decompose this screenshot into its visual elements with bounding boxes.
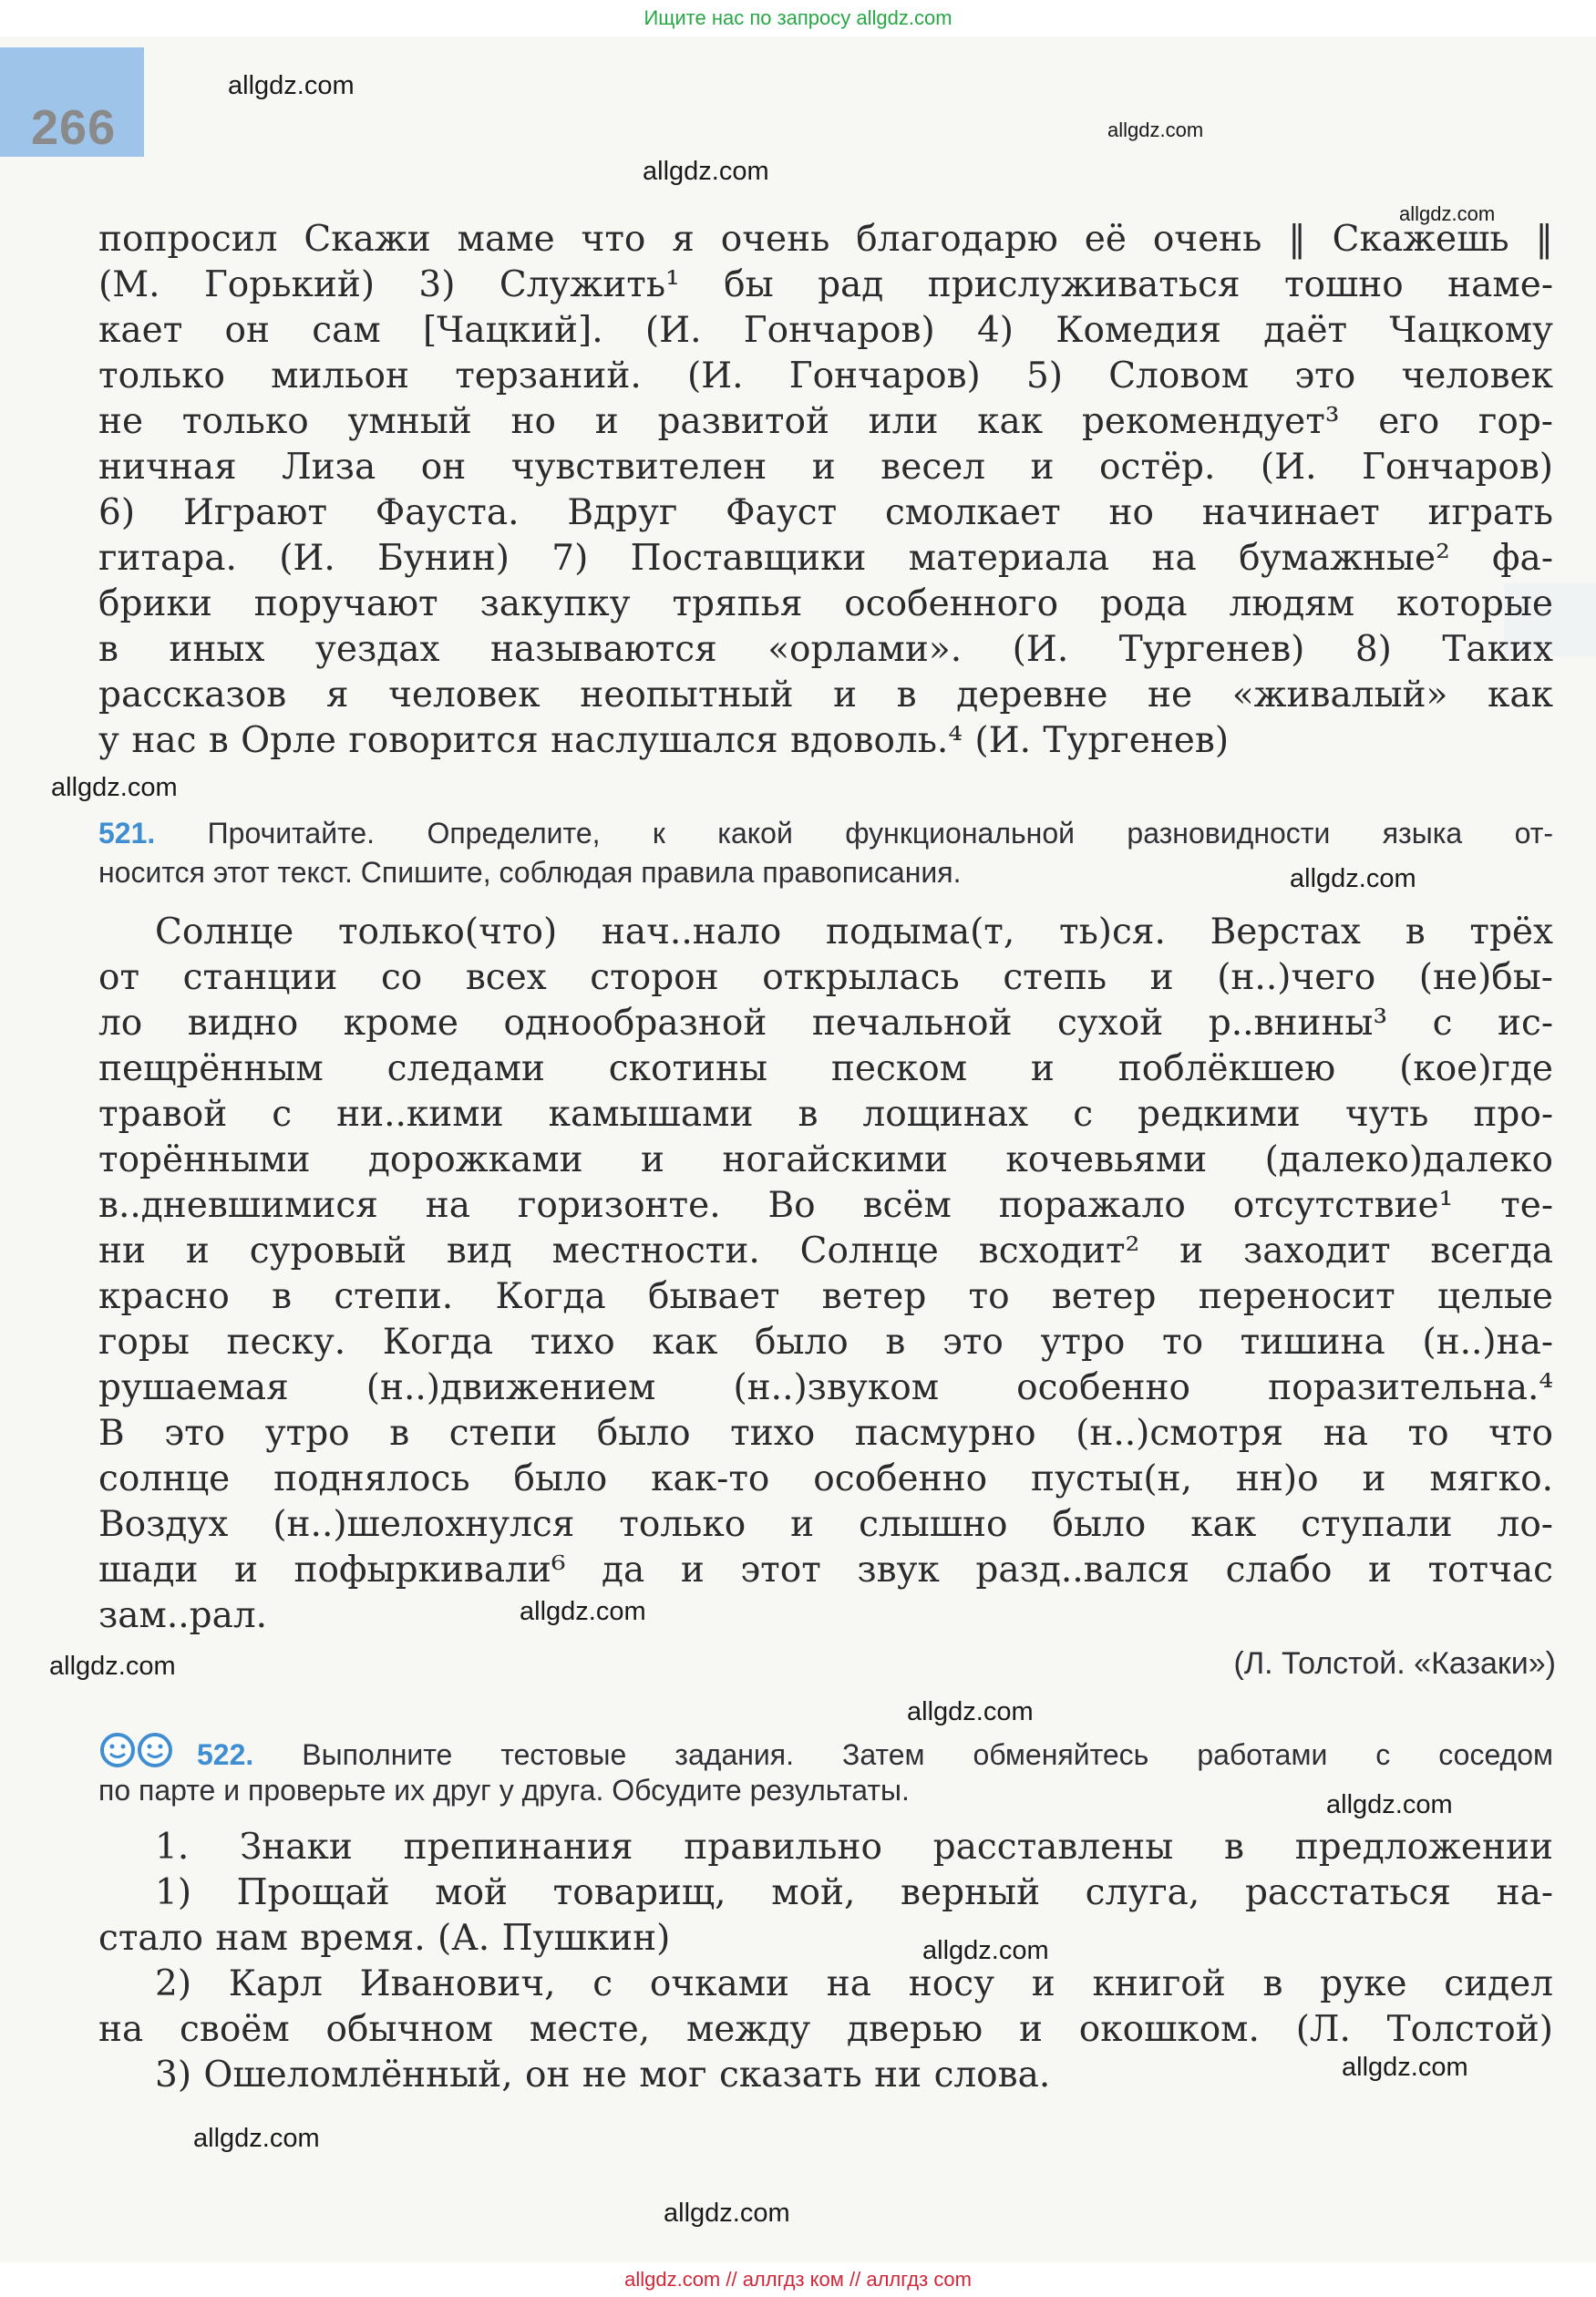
- text-line: Воздух (н..)шелохнулся только и слышно было как ступали ло-: [98, 1504, 1553, 1545]
- text-line: ничная Лиза он чувствителен и весел и остёр. (И. Гончаров): [98, 447, 1553, 488]
- question-line: 1. Знаки препинания правильно расставлены в предложении: [155, 1827, 1553, 1868]
- instruction-text: Выполните тестовые задания. Затем обменяйтесь работами с соседом: [302, 1738, 1553, 1771]
- question-line: стало нам время. (А. Пушкин): [98, 1918, 671, 1959]
- task-522-instructions: [98, 1732, 1553, 1810]
- watermark: allgdz.com: [51, 773, 178, 802]
- instruction-line: [98, 814, 1553, 853]
- instruction-line: [98, 1732, 1553, 1771]
- text-line: зам..рал.: [98, 1595, 268, 1636]
- text-line: попросил Скажи маме что я очень благодарю её очень ‖ Скажешь ‖: [98, 219, 1553, 260]
- text-line: рассказов я человек неопытный и в деревне не «живалый» как: [98, 675, 1553, 716]
- text-line: 6) Играют Фауста. Вдруг Фауст смолкает но начинает играть: [98, 492, 1553, 533]
- text-line: в иных уездах называются «орлами». (И. Тургенев) 8) Таких: [98, 629, 1553, 670]
- text-line: шади и пофыркивали⁶ да и этот звук разд..вался слабо и тотчас: [98, 1550, 1553, 1591]
- watermark: allgdz.com: [664, 2199, 790, 2228]
- text-line: красно в степи. Когда бывает ветер то ветер переносит целые: [98, 1276, 1553, 1317]
- watermark: allgdz.com: [49, 1652, 176, 1681]
- text-line: ни и суровый вид местности. Солнце всходит² и заходит всегда: [98, 1231, 1553, 1272]
- text-line: не только умный но и развитой или как рекомендует³ его гор-: [98, 401, 1553, 442]
- text-line: торёнными дорожками и ногайскими кочевьями (далеко)далеко: [98, 1139, 1553, 1180]
- task-522-questions: [98, 1825, 1553, 2098]
- text-line: брики поручают закупку тряпья особенного рода людям которые: [98, 583, 1553, 624]
- instruction-line: носится этот текст. Спишите, соблюдая правила правописания.: [98, 856, 962, 889]
- page-number: 266: [31, 100, 117, 155]
- watermark: allgdz.com: [1342, 2053, 1468, 2082]
- text-line: ло видно кроме однообразной печальной сухой р..внины³ с ис-: [98, 1003, 1553, 1044]
- task-521-instructions: [98, 814, 1553, 892]
- watermark: allgdz.com: [907, 1697, 1034, 1726]
- text-line: рушаемая (н..)движением (н..)звуком особенно поразительна.⁴: [98, 1367, 1553, 1408]
- watermark: allgdz.com: [228, 71, 355, 100]
- watermark: allgdz.com: [193, 2124, 320, 2153]
- text-line: гитара. (И. Бунин) 7) Поставщики материала на бумажные² фа-: [98, 538, 1553, 579]
- text-line: у нас в Орле говорится наслушался вдоволь.⁴ (И. Тургенев): [98, 720, 1230, 761]
- watermark: allgdz.com: [1326, 1790, 1453, 1819]
- text-line: пещрённым следами скотины песком и поблёкшею (кое)где: [98, 1048, 1553, 1089]
- task-number: 522.: [197, 1738, 254, 1771]
- task-number: 521.: [98, 817, 156, 850]
- text-line: кает он сам [Чацкий]. (И. Гончаров) 4) Комедия даёт Чацкому: [98, 310, 1553, 351]
- text-line: в..дневшимися на горизонте. Во всём поражало отсутствие¹ те-: [98, 1185, 1553, 1226]
- instruction-text: Прочитайте. Определите, к какой функциональной разновидности языка от-: [207, 817, 1553, 850]
- watermark: allgdz.com: [1399, 202, 1496, 225]
- text-line: солнце поднялось было как-то особенно пусты(н, нн)о и мягко.: [98, 1458, 1553, 1499]
- task-521-text: [98, 910, 1553, 1639]
- text-line: травой с ни..кими камышами в лощинах с редкими чуть про-: [98, 1094, 1553, 1135]
- text-line: от станции со всех сторон открылась степь и (н..)чего (не)бы-: [98, 957, 1553, 998]
- passage-continued: [98, 217, 1553, 764]
- text-line: только мильон терзаний. (И. Гончаров) 5) Словом это человек: [98, 355, 1553, 397]
- text-line: В это утро в степи было тихо пасмурно (н..)смотря на то что: [98, 1413, 1553, 1454]
- text-line: горы песку. Когда тихо как было в это утро то тишина (н..)на-: [98, 1322, 1553, 1363]
- question-line: 1) Прощай мой товарищ, мой, верный слуга, расстаться на-: [155, 1872, 1553, 1913]
- watermark: allgdz.com: [1290, 864, 1416, 893]
- watermark: allgdz.com: [643, 157, 769, 186]
- text-line: (М. Горький) 3) Служить¹ бы рад прислуживаться тошно наме-: [98, 264, 1553, 305]
- bottom-banner[interactable]: allgdz.com // аллгдз ком // аллгдз com: [0, 2262, 1596, 2297]
- text-line: Солнце только(что) нач..нало подыма(т, ть)ся. Верстах в трёх: [155, 912, 1553, 953]
- question-line: 3) Ошеломлённый, он не мог сказать ни слова.: [155, 2055, 1051, 2096]
- text-source: (Л. Толстой. «Казаки»): [1233, 1646, 1556, 1681]
- watermark: allgdz.com: [520, 1597, 646, 1626]
- watermark: allgdz.com: [922, 1936, 1049, 1965]
- question-line: на своём обычном месте, между дверью и окошком. (Л. Толстой): [98, 2009, 1553, 2050]
- top-banner[interactable]: Ищите нас по запросу allgdz.com: [0, 0, 1596, 36]
- instruction-line: по парте и проверьте их друг у друга. Обсудите результаты.: [98, 1774, 910, 1807]
- watermark: allgdz.com: [1107, 118, 1204, 141]
- question-line: 2) Карл Иванович, с очками на носу и книгой в руке сидел: [155, 1963, 1553, 2004]
